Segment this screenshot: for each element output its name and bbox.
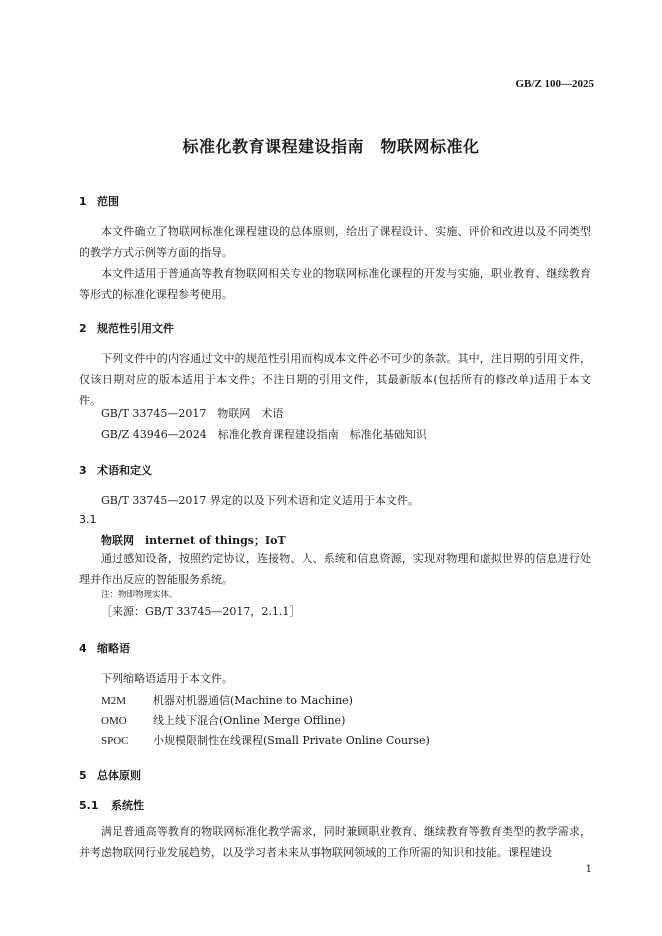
section-1-number: 1: [79, 195, 87, 208]
section-3-paragraph-1: GB/T 33745—2017 界定的以及下列术语和定义适用于本文件。: [101, 494, 419, 507]
section-5-title: 总体原则: [97, 769, 141, 782]
page-number: 1: [585, 864, 592, 875]
document-title: 标准化教育课程建设指南 物联网标准化: [182, 137, 480, 156]
section-4-number: 4: [79, 642, 87, 655]
section-1-paragraph-2: 本文件适用于普通高等教育物联网相关专业的物联网标准化课程的开发与实施，职业教育、继续教育等形式的标准化课程参考使用。: [79, 267, 591, 301]
abbreviation-row: [101, 692, 353, 708]
abbreviation: M2M: [101, 695, 127, 707]
abbreviation-row: [101, 732, 430, 748]
section-4-heading: [79, 640, 130, 656]
abbreviation-meaning: 小规模限制性在线课程(Small Private Online Course): [153, 734, 430, 747]
section-4-paragraph-1: 下列缩略语适用于本文件。: [101, 672, 233, 685]
subsection-5-1-number: 5.1: [79, 799, 99, 812]
subsection-5-1-paragraph: 满足普通高等教育的物联网标准化教学需求，同时兼顾职业教育、继续教育等教育类型的教学需求，并考虑物联网行业发展趋势，以及学习者未来从事物联网领域的工作所需的知识和技能。课程建设: [79, 825, 591, 859]
subsection-5-1-title: 系统性: [111, 799, 144, 812]
section-1-title: 范围: [97, 195, 119, 208]
section-2-heading: [79, 320, 174, 336]
term-name: 物联网 internet of things；IoT: [101, 534, 286, 547]
abbreviation-row: [101, 712, 345, 728]
standard-number: GB/Z 100—2025: [515, 78, 594, 90]
section-3-heading: [79, 462, 152, 478]
section-3-number: 3: [79, 464, 87, 477]
abbreviation-meaning: 机器对机器通信(Machine to Machine): [153, 694, 353, 707]
section-2-paragraph-1: 下列文件中的内容通过文中的规范性引用而构成本文件必不可少的条款。其中，注日期的引用文件，仅该日期对应的版本适用于本文件；不注日期的引用文件，其最新版本(包括所有的修改单)适用于本文件。: [79, 352, 591, 407]
section-3-title: 术语和定义: [97, 464, 152, 477]
term-source: ［来源：GB/T 33745—2017，2.1.1］: [101, 605, 301, 618]
abbreviation: OMO: [101, 715, 127, 727]
section-2-title: 规范性引用文件: [97, 322, 174, 335]
section-4-title: 缩略语: [97, 642, 130, 655]
term-number: 3.1: [79, 513, 97, 526]
term-definition: 通过感知设备，按照约定协议，连接物、人、系统和信息资源，实现对物理和虚拟世界的信息进行处理并作出反应的智能服务系统。: [79, 552, 591, 586]
reference-item: GB/Z 43946—2024 标准化教育课程建设指南 标准化基础知识: [101, 428, 427, 441]
section-5-number: 5: [79, 769, 87, 782]
abbreviation: SPOC: [101, 735, 129, 747]
section-1-heading: [79, 193, 119, 209]
abbreviation-meaning: 线上线下混合(Online Merge Offline): [153, 714, 346, 727]
section-5-heading: [79, 767, 141, 783]
reference-item: GB/T 33745—2017 物联网 术语: [101, 407, 284, 420]
subsection-5-1-heading: [79, 797, 144, 813]
term-note: 注：物即物理实体。: [101, 590, 178, 600]
section-1-paragraph-1: 本文件确立了物联网标准化课程建设的总体原则，给出了课程设计、实施、评价和改进以及不同类型的教学方式示例等方面的指导。: [79, 225, 591, 259]
section-2-number: 2: [79, 322, 87, 335]
